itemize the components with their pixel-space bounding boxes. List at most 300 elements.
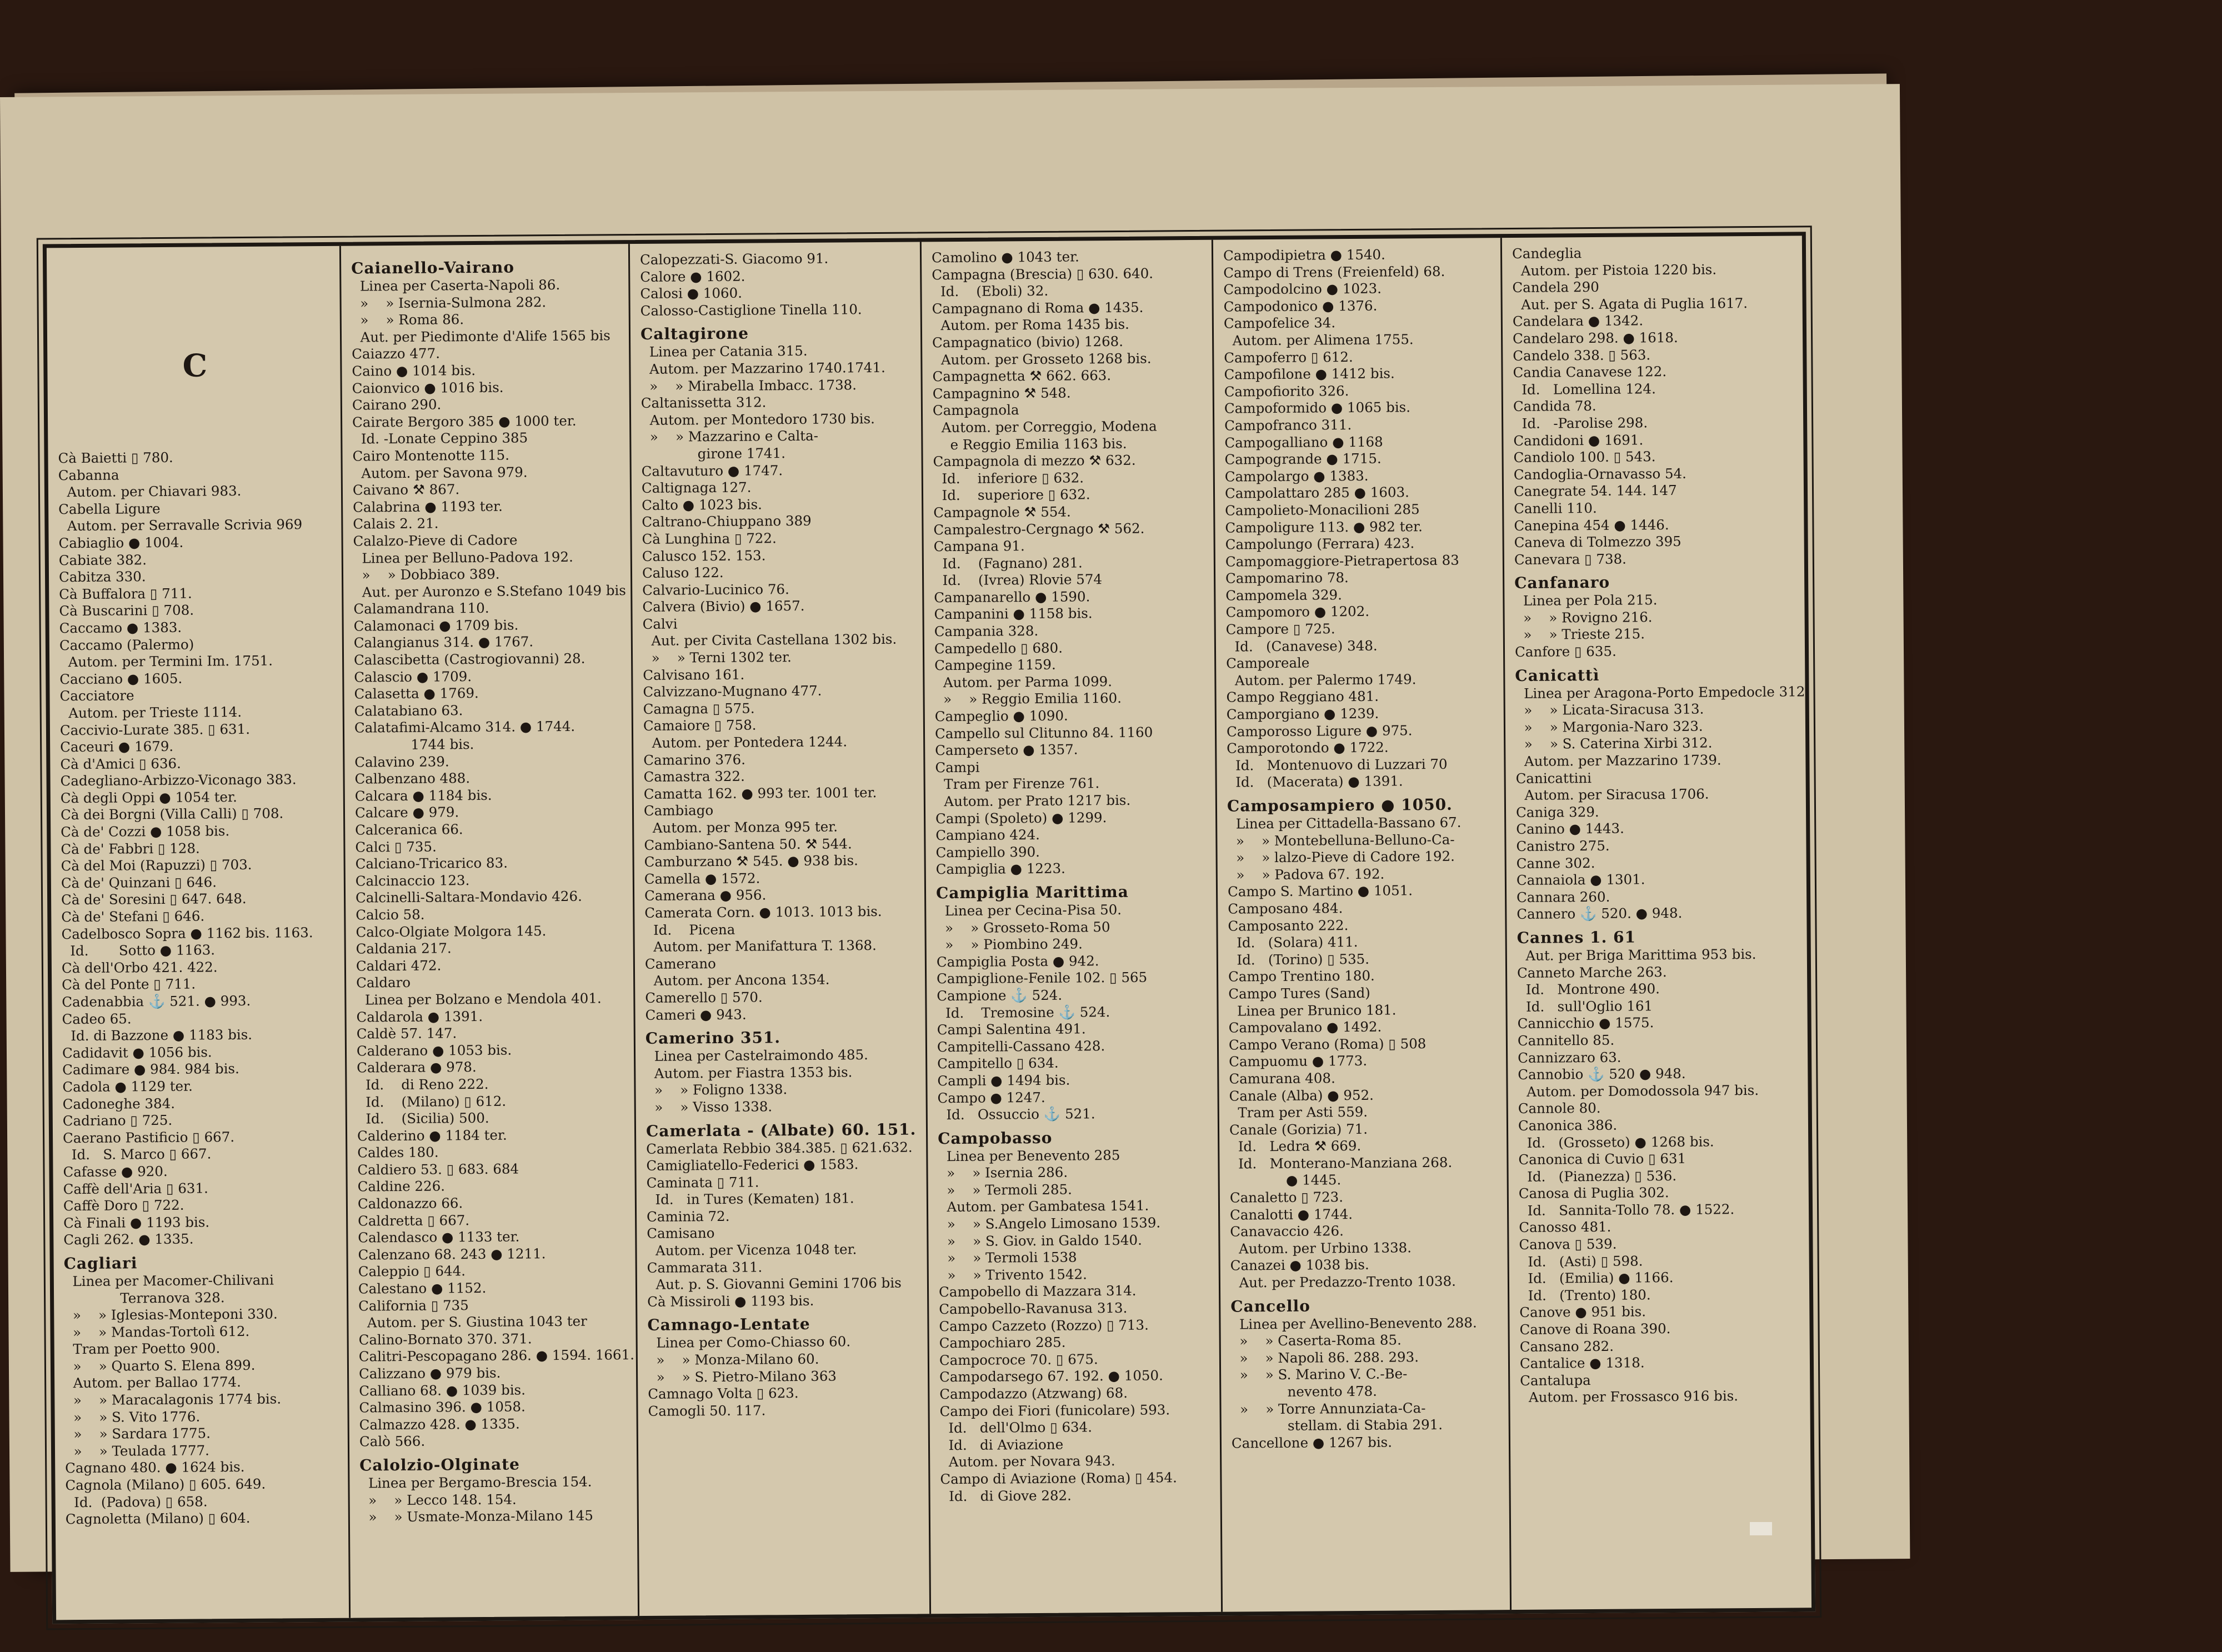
index-entry: Caluscо 152. 153. bbox=[642, 547, 766, 564]
index-entry: Caccivio-Lurate 385. ▯ 631. bbox=[59, 720, 251, 738]
index-entry: Campagnatico (bivio) 1268. bbox=[932, 333, 1124, 351]
index-entry: Campo dei Fiori (funicolare) 593. bbox=[939, 1401, 1170, 1419]
section-heading: Caltagirone bbox=[640, 324, 749, 344]
index-entry: Canaletto ▯ 723. bbox=[1229, 1189, 1344, 1206]
index-entry: Cà degli Oppi ● 1054 ter. bbox=[60, 788, 237, 807]
index-entry: Campoferro ▯ 612. bbox=[1224, 348, 1353, 366]
index-entry: Id. Lomellina 124. bbox=[1513, 380, 1656, 398]
index-entry: » » Teulada 1777. bbox=[64, 1442, 209, 1460]
index-entry: Camposanto 222. bbox=[1228, 917, 1349, 934]
index-entry: Autom. per Chiavari 983. bbox=[58, 483, 242, 500]
index-entry: Cannole 80. bbox=[1518, 1100, 1601, 1117]
index-entry: Canistro 275. bbox=[1516, 837, 1610, 854]
index-entry: » » Grosseto-Roma 50 bbox=[936, 918, 1110, 936]
index-entry: Id. Monterano-Manziana 268. bbox=[1229, 1154, 1453, 1172]
index-entry: Campogalliano ● 1168 bbox=[1224, 433, 1383, 451]
index-entry: Canneto Marche 263. bbox=[1517, 963, 1667, 981]
index-entry: Autom. per Ancona 1354. bbox=[645, 971, 830, 989]
index-entry: Calco-Olgiate Molgora 145. bbox=[356, 922, 547, 940]
index-entry: Cafasse ● 920. bbox=[63, 1163, 168, 1180]
index-entry: Campitelli-Cassano 428. bbox=[937, 1037, 1105, 1055]
index-entry: » » Mirabella Imbacc. 1738. bbox=[640, 376, 857, 394]
index-entry: Autom. per Pistoia 1220 bis. bbox=[1512, 261, 1717, 279]
section-heading: Cannes 1. 61 bbox=[1517, 928, 1637, 947]
index-entry: Calais 2. 21. bbox=[353, 515, 439, 532]
index-entry: Camporosso Ligure ● 975. bbox=[1226, 722, 1413, 740]
index-entry: Id. Sotto ● 1163. bbox=[61, 942, 216, 959]
index-entry: » » Termoli 285. bbox=[938, 1181, 1073, 1199]
index-entry: Cameri ● 943. bbox=[645, 1006, 747, 1023]
index-entry: » » Terni 1302 ter. bbox=[642, 649, 792, 667]
index-entry: Aut. per Predazzo-Trento 1038. bbox=[1230, 1273, 1457, 1291]
index-entry: Autom. per Correggio, Modena bbox=[933, 418, 1157, 436]
index-entry: Campanini ● 1158 bis. bbox=[934, 605, 1093, 623]
index-entry: Candelara ● 1342. bbox=[1512, 312, 1644, 330]
index-entry: Id. (Canavese) 348. bbox=[1225, 637, 1378, 655]
index-entry: Camporgiano ● 1239. bbox=[1226, 705, 1379, 723]
index-entry: » » Trieste 215. bbox=[1514, 625, 1645, 643]
index-entry: Campo Trentino 180. bbox=[1228, 968, 1375, 985]
index-entry: Calcara ● 1184 bis. bbox=[354, 787, 492, 804]
index-entry: Calbenzano 488. bbox=[354, 770, 471, 787]
index-entry: Camurana 408. bbox=[1229, 1070, 1335, 1087]
index-entry: Id. superiore ▯ 632. bbox=[933, 486, 1090, 504]
index-entry: Id. Montenuovo di Luzzari 70 bbox=[1227, 755, 1448, 774]
index-entry: Linea per Bolzano e Mendola 401. bbox=[356, 990, 602, 1008]
index-entry: Calore ● 1602. bbox=[640, 268, 745, 285]
index-entry: Caldes 180. bbox=[357, 1144, 439, 1161]
index-entry: Campoformido ● 1065 bis. bbox=[1224, 399, 1411, 417]
index-entry: Campo ● 1247. bbox=[937, 1089, 1045, 1106]
index-entry: Cadegliano-Arbizzo-Viconago 383. bbox=[60, 771, 297, 789]
index-entry: Cannobio ⚓ 520 ● 948. bbox=[1518, 1065, 1686, 1083]
letter-heading: C bbox=[182, 347, 208, 384]
index-entry: California ▯ 735 bbox=[358, 1296, 469, 1314]
index-entry: Campodipietra ● 1540. bbox=[1223, 246, 1385, 264]
index-entry: Autom. per Palermo 1749. bbox=[1226, 671, 1417, 689]
index-entry: Autom. per S. Giustina 1043 ter bbox=[358, 1313, 587, 1331]
index-entry: Cairo Montenotte 115. bbox=[352, 447, 510, 464]
index-entry: Autom. per Parma 1099. bbox=[934, 673, 1113, 691]
index-entry: Cadidavit ● 1056 bis. bbox=[62, 1044, 212, 1062]
index-entry: Candela 290 bbox=[1512, 279, 1599, 296]
index-entry: Caltavuturo ● 1747. bbox=[641, 462, 783, 479]
index-entry: » » Iglesias-Monteponi 330. bbox=[64, 1305, 278, 1324]
index-entry: Camerana ● 956. bbox=[644, 887, 767, 904]
index-entry: Canfore ▯ 635. bbox=[1514, 643, 1617, 660]
index-entry: Cannaiola ● 1301. bbox=[1516, 871, 1645, 889]
index-entry: Aut. per Briga Marittima 953 bis. bbox=[1517, 945, 1756, 964]
index-entry: » » lalzo-Pieve di Cadore 192. bbox=[1227, 848, 1455, 866]
index-entry: Camella ● 1572. bbox=[644, 870, 760, 887]
index-entry: Caluso 122. bbox=[642, 564, 724, 582]
index-entry: Autom. per Siracusa 1706. bbox=[1515, 785, 1709, 804]
index-entry: Autom. per Manifattura T. 1368. bbox=[644, 937, 877, 955]
index-entry: Caniga 329. bbox=[1515, 803, 1599, 820]
index-entry: Linea per Brunico 181. bbox=[1228, 1002, 1397, 1019]
index-entry: Cairano 290. bbox=[352, 396, 442, 413]
section-heading: Cagliari bbox=[63, 1254, 138, 1273]
index-entry: Id. (Eboli) 32. bbox=[932, 283, 1049, 300]
index-entry: Linea per Benevento 285 bbox=[938, 1147, 1120, 1164]
index-entry: Calatafimi-Alcamo 314. ● 1744. bbox=[354, 718, 575, 737]
index-entry: Cagnola (Milano) ▯ 605. 649. bbox=[65, 1475, 266, 1494]
index-entry: Caccamo (Palermo) bbox=[59, 636, 194, 653]
index-entry: » » Foligno 1338. bbox=[645, 1081, 788, 1099]
index-entry: Linea per Cecina-Pisa 50. bbox=[936, 901, 1122, 919]
index-entry: Calabrina ● 1193 ter. bbox=[353, 498, 503, 515]
index-entry: Campo Verano (Roma) ▯ 508 bbox=[1228, 1035, 1427, 1053]
index-entry: Cà de' Quinzani ▯ 646. bbox=[61, 874, 217, 892]
index-entry: Cannizzaro 63. bbox=[1518, 1049, 1622, 1066]
section-heading: Canicattì bbox=[1515, 665, 1600, 685]
index-entry: » » Monza-Milano 60. bbox=[647, 1350, 819, 1368]
index-entry: Caminia 72. bbox=[646, 1208, 730, 1225]
index-entry: » » Usmate-Monza-Milano 145 bbox=[359, 1507, 593, 1525]
index-entry: Canalotti ● 1744. bbox=[1229, 1205, 1353, 1223]
index-entry: Id. (Milano) ▯ 612. bbox=[357, 1093, 507, 1110]
index-entry: Id. di Giove 282. bbox=[940, 1487, 1072, 1504]
index-entry: Canove di Roana 390. bbox=[1519, 1320, 1671, 1338]
index-entry: Canino ● 1443. bbox=[1516, 820, 1624, 838]
index-entry: Cambiago bbox=[643, 802, 714, 819]
index-entry: Caino ● 1014 bis. bbox=[352, 362, 476, 379]
index-entry: Id. di Bazzone ● 1183 bis. bbox=[62, 1027, 253, 1044]
index-entry: Autom. per Trieste 1114. bbox=[59, 703, 242, 722]
index-entry: Caldine 226. bbox=[357, 1178, 446, 1195]
index-entry: Canazei ● 1038 bis. bbox=[1230, 1256, 1369, 1274]
index-entry: Calascio ● 1709. bbox=[354, 668, 472, 685]
index-entry: Calvi bbox=[642, 615, 678, 632]
index-entry: » » S. Giov. in Galdo 1540. bbox=[938, 1232, 1142, 1249]
index-entry: Candelo 338. ▯ 563. bbox=[1513, 346, 1651, 364]
index-entry: Autom. per Vicenza 1048 ter. bbox=[647, 1241, 857, 1259]
index-entry: Caffè Doro ▯ 722. bbox=[63, 1197, 184, 1214]
section-heading: Calolzio-Olginate bbox=[359, 1455, 521, 1475]
index-entry: Caleppio ▯ 644. bbox=[358, 1263, 466, 1280]
index-entry: Campedello ▯ 680. bbox=[934, 639, 1063, 657]
index-entry: Campo S. Martino ● 1051. bbox=[1227, 882, 1413, 900]
index-entry: » » Licata-Siracusa 313. bbox=[1515, 700, 1704, 719]
index-entry: Candiolo 100. ▯ 543. bbox=[1513, 448, 1656, 466]
index-entry: Calcinaccio 123. bbox=[355, 872, 470, 889]
index-entry: Calizzano ● 979 bis. bbox=[358, 1364, 501, 1382]
index-entry: Aut. per Auronzo e S.Stefano 1049 bis bbox=[353, 582, 626, 600]
index-entry: Id. (Fagnano) 281. bbox=[933, 554, 1083, 572]
index-entry: » » Visso 1338. bbox=[645, 1098, 773, 1115]
index-entry: Terranova 328. bbox=[63, 1289, 225, 1306]
index-entry: Cà Lunghina ▯ 722. bbox=[642, 530, 777, 547]
column-1 bbox=[47, 246, 351, 1620]
index-entry: Cà Buscarini ▯ 708. bbox=[59, 602, 194, 619]
index-entry: Calascibetta (Castrogiovanni) 28. bbox=[353, 650, 585, 668]
index-entry: Camisano bbox=[647, 1225, 715, 1242]
index-entry: Cadelbosco Sopra ● 1162 bis. 1163. bbox=[61, 924, 313, 942]
column-4 bbox=[922, 240, 1223, 1614]
index-entry: Caivano ⚒ 867. bbox=[352, 481, 460, 498]
index-entry: Calendasco ● 1133 ter. bbox=[358, 1228, 520, 1246]
index-entry: Calcare ● 979. bbox=[354, 804, 459, 821]
index-entry: Id. (Emilia) ● 1166. bbox=[1519, 1269, 1674, 1287]
index-entry: » » Caserta-Roma 85. bbox=[1230, 1331, 1402, 1349]
index-entry: Camarino 376. bbox=[643, 751, 746, 768]
index-entry: Campolieto-Monacilioni 285 bbox=[1225, 501, 1420, 519]
index-entry: Campodonico ● 1376. bbox=[1223, 297, 1378, 315]
index-entry: Campochiaro 285. bbox=[939, 1334, 1066, 1351]
index-entry: » » S. Caterina Xirbi 312. bbox=[1515, 734, 1713, 753]
index-entry: Campo Tures (Sand) bbox=[1228, 984, 1370, 1002]
index-entry: Linea per Bergamo-Brescia 154. bbox=[359, 1473, 592, 1491]
directory-page bbox=[0, 84, 1910, 1572]
index-entry: Canova ▯ 539. bbox=[1519, 1235, 1617, 1253]
index-entry: Campagnole ⚒ 554. bbox=[933, 503, 1071, 521]
index-entry: 1744 bis. bbox=[354, 736, 474, 753]
index-entry: Calci ▯ 735. bbox=[355, 838, 437, 855]
index-entry: » » Mazzarino e Calta- bbox=[641, 428, 819, 445]
index-entry: Camerlata Rebbio 384.385. ▯ 621.632. bbox=[646, 1139, 913, 1157]
index-entry: Autom. per Serravalle Scrivia 969 bbox=[58, 516, 303, 534]
index-entry: Camerello ▯ 570. bbox=[645, 989, 763, 1006]
index-entry: Autom. per Frossasco 916 bis. bbox=[1520, 1388, 1739, 1406]
index-entry: » » Rovigno 216. bbox=[1514, 609, 1653, 626]
index-entry: Campofelice 34. bbox=[1223, 314, 1336, 332]
index-entry: Caiazzo 477. bbox=[352, 345, 441, 362]
index-entry: Autom. per Montedoro 1730 bis. bbox=[640, 410, 875, 428]
index-entry: Cadriano ▯ 725. bbox=[62, 1112, 173, 1129]
index-entry: Canelli 110. bbox=[1514, 499, 1597, 517]
index-entry: Autom. per Pontedera 1244. bbox=[643, 733, 848, 751]
index-entry: Autom. per Gambatesa 1541. bbox=[938, 1198, 1149, 1215]
index-entry: Camperseto ● 1357. bbox=[935, 741, 1078, 759]
page-corner-tab bbox=[1750, 1522, 1772, 1535]
index-entry: Calò 566. bbox=[359, 1433, 426, 1450]
index-entry: Campeglio ● 1090. bbox=[934, 707, 1068, 725]
section-heading: Cancello bbox=[1230, 1296, 1310, 1316]
index-entry: Campomela 329. bbox=[1225, 587, 1342, 604]
index-entry: Candeglia bbox=[1512, 245, 1582, 262]
index-entry: Id. (Asti) ▯ 598. bbox=[1519, 1253, 1643, 1270]
index-entry: Candida 78. bbox=[1513, 398, 1597, 415]
index-entry: Camnago Volta ▯ 623. bbox=[648, 1385, 799, 1403]
index-entry: Campolattaro 285 ● 1603. bbox=[1224, 484, 1410, 502]
index-entry: Candoglia-Ornavasso 54. bbox=[1513, 465, 1686, 483]
index-entry: Cancellone ● 1267 bis. bbox=[1231, 1434, 1393, 1451]
index-entry: Autom. per Roma 1435 bis. bbox=[932, 316, 1129, 334]
index-entry: Calceranica 66. bbox=[355, 821, 463, 838]
index-entry: Autom. per Grosseto 1268 bis. bbox=[932, 350, 1152, 368]
index-entry: Canepina 454 ● 1446. bbox=[1514, 516, 1669, 534]
index-entry: Camburzano ⚒ 545. ● 938 bis. bbox=[644, 852, 859, 870]
index-entry: Id. -Parolise 298. bbox=[1513, 414, 1648, 432]
index-entry: Campagnino ⚒ 548. bbox=[932, 384, 1071, 402]
index-entry: Aut. per Piedimonte d'Alife 1565 bis bbox=[351, 327, 610, 346]
index-entry: Cadimare ● 984. 984 bis. bbox=[62, 1060, 239, 1078]
index-entry: Id. (Sicilia) 500. bbox=[357, 1109, 489, 1127]
index-entry: Calvario-Lucinico 76. bbox=[642, 580, 789, 598]
index-entry: Cà Missiroli ● 1193 bis. bbox=[647, 1292, 814, 1310]
index-entry: » » Margonia-Naro 323. bbox=[1515, 718, 1703, 735]
index-entry: Campodarsego 67. 192. ● 1050. bbox=[939, 1367, 1163, 1385]
index-entry: Id. (Solara) 411. bbox=[1228, 934, 1358, 951]
index-entry: Campo di Aviazione (Roma) ▯ 454. bbox=[940, 1469, 1177, 1488]
index-entry: Id. in Tures (Kematen) 181. bbox=[646, 1190, 854, 1208]
index-entry: Calino-Bornato 370. 371. bbox=[358, 1330, 532, 1348]
index-entry: Id. (Macerata) ● 1391. bbox=[1227, 773, 1403, 791]
column-3 bbox=[630, 242, 931, 1616]
index-entry: Caldania 217. bbox=[356, 940, 452, 957]
index-entry: Campiglione-Fenile 102. ▯ 565 bbox=[937, 969, 1148, 987]
index-entry: Autom. per Domodossola 947 bis. bbox=[1518, 1082, 1759, 1100]
index-entry: Cabiate 382. bbox=[58, 551, 147, 568]
index-entry: Caffè dell'Aria ▯ 631. bbox=[63, 1179, 208, 1197]
section-heading: Camnago-Lentate bbox=[647, 1315, 810, 1335]
index-entry: Camogli 50. 117. bbox=[648, 1402, 766, 1419]
index-entry: Id. sull'Oglio 161 bbox=[1517, 998, 1653, 1015]
section-heading: Caianello-Vairano bbox=[351, 258, 515, 278]
index-entry: Cannara 260. bbox=[1517, 888, 1610, 905]
index-entry: Aut. p. S. Giovanni Gemini 1706 bis bbox=[647, 1274, 902, 1293]
index-entry: » » Roma 86. bbox=[351, 311, 464, 328]
index-entry: Cannitello 85. bbox=[1517, 1032, 1615, 1049]
index-entry: Calamandrana 110. bbox=[353, 600, 489, 617]
index-entry: Cambiano-Santena 50. ⚒ 544. bbox=[644, 835, 852, 853]
index-entry: Campolargo ● 1383. bbox=[1224, 467, 1369, 485]
index-entry: Cairate Bergoro 385 ● 1000 ter. bbox=[352, 412, 577, 430]
index-entry: Caltrano-Chiuppano 389 bbox=[642, 513, 812, 530]
section-heading: Canfanaro bbox=[1514, 573, 1610, 593]
index-entry: » » Padova 67. 192. bbox=[1227, 865, 1385, 883]
index-entry: Camerata Corn. ● 1013. 1013 bis. bbox=[644, 903, 882, 921]
index-entry: Cà de' Fabbri ▯ 128. bbox=[61, 840, 200, 857]
index-entry: » » S. Marino V. C.-Be- bbox=[1231, 1365, 1408, 1383]
index-entry: Id. (Grosseto) ● 1268 bis. bbox=[1518, 1133, 1714, 1151]
index-entry: Candelaro 298. ● 1618. bbox=[1512, 329, 1678, 347]
index-entry: Calvizzano-Mugnano 477. bbox=[643, 682, 822, 700]
index-entry: Id. (Padova) ▯ 658. bbox=[65, 1493, 208, 1510]
index-entry: Cadoneghe 384. bbox=[62, 1095, 176, 1112]
index-entry: Cammarata 311. bbox=[647, 1259, 763, 1276]
index-entry: Linea per Macomer-Chilivani bbox=[63, 1271, 274, 1290]
index-entry: Campobello-Ravanusa 313. bbox=[939, 1299, 1128, 1318]
index-entry: Camerano bbox=[644, 955, 716, 972]
index-entry: Campomaggiore-Pietrapertosa 83 bbox=[1225, 552, 1459, 570]
index-entry: Linea per Pola 215. bbox=[1514, 592, 1658, 609]
index-entry: Canne 302. bbox=[1516, 854, 1595, 872]
index-entry: Calto ● 1023 bis. bbox=[642, 496, 763, 513]
index-entry: Cà dell'Orbo 421. 422. bbox=[61, 959, 218, 977]
index-entry: » » Dobbiaco 389. bbox=[353, 565, 500, 583]
index-entry: Cadenabbia ⚓ 521. ● 993. bbox=[62, 992, 251, 1010]
index-entry: Campodolcino ● 1023. bbox=[1223, 280, 1382, 298]
index-entry: Canale (Alba) ● 952. bbox=[1229, 1087, 1374, 1104]
index-entry: Linea per Castelraimondo 485. bbox=[645, 1047, 869, 1065]
index-entry: » » Trivento 1542. bbox=[938, 1266, 1087, 1284]
index-entry: Linea per Cittadella-Bassano 67. bbox=[1227, 814, 1462, 832]
index-entry: Canonica 386. bbox=[1518, 1117, 1618, 1134]
index-entry: Calangianus 314. ● 1767. bbox=[353, 633, 534, 652]
index-entry: » » Piombino 249. bbox=[936, 935, 1083, 953]
index-entry: Linea per Aragona-Porto Empedocle 312 bbox=[1515, 683, 1805, 702]
index-entry: Id. Ossuccio ⚓ 521. bbox=[937, 1105, 1095, 1123]
index-entry: Cantalice ● 1318. bbox=[1519, 1354, 1645, 1372]
index-entry: Linea per Catania 315. bbox=[640, 343, 808, 361]
index-entry: Calciano-Tricarico 83. bbox=[355, 854, 508, 872]
index-entry: Cacciatore bbox=[59, 687, 134, 704]
index-entry: Cà de' Cozzi ● 1058 bis. bbox=[61, 823, 230, 840]
index-entry: Calvera (Bivio) ● 1657. bbox=[642, 598, 805, 615]
index-entry: Campiano 424. bbox=[935, 827, 1040, 844]
index-entry: Campore ▯ 725. bbox=[1225, 620, 1335, 638]
index-entry: Autom. per Novara 943. bbox=[940, 1453, 1115, 1470]
index-entry: Caerano Pastificio ▯ 667. bbox=[62, 1128, 235, 1147]
index-entry: Calosi ● 1060. bbox=[640, 284, 743, 302]
index-entry: Calenzano 68. 243 ● 1211. bbox=[358, 1245, 546, 1263]
index-entry: Campomarino 78. bbox=[1225, 569, 1349, 587]
index-entry: Cà de' Stefani ▯ 646. bbox=[61, 908, 205, 925]
index-entry: Camposano 484. bbox=[1228, 900, 1343, 917]
index-entry: Campolungo (Ferrara) 423. bbox=[1225, 535, 1415, 553]
index-entry: Id. dell'Olmo ▯ 634. bbox=[939, 1419, 1093, 1436]
index-entry: Campello sul Clitunno 84. 1160 bbox=[934, 724, 1153, 742]
index-entry: Campania 328. bbox=[934, 623, 1039, 640]
section-heading: Campobasso bbox=[938, 1128, 1053, 1148]
index-entry: Calmasino 396. ● 1058. bbox=[359, 1398, 526, 1416]
index-entry: Campegine 1159. bbox=[934, 657, 1056, 674]
index-entry: Tram per Asti 559. bbox=[1229, 1103, 1368, 1121]
index-entry: Cabanna bbox=[58, 467, 119, 483]
index-entry: Campi (Spoleto) ● 1299. bbox=[935, 809, 1107, 827]
index-entry: Caldarola ● 1391. bbox=[356, 1008, 483, 1025]
index-entry: Campi Salentina 491. bbox=[937, 1020, 1086, 1038]
index-entry: » » Quarto S. Elena 899. bbox=[64, 1356, 256, 1375]
index-entry: Id. Ledra ⚒ 669. bbox=[1229, 1138, 1362, 1155]
index-entry: Campovalano ● 1492. bbox=[1228, 1018, 1382, 1036]
index-entry: Cabiaglio ● 1004. bbox=[58, 534, 184, 552]
index-entry: Campione ⚓ 524. bbox=[937, 987, 1063, 1004]
index-entry: Campiello 390. bbox=[935, 843, 1040, 861]
index-entry: Id. (Torino) ▯ 535. bbox=[1228, 950, 1370, 968]
index-entry: Campodazzo (Atzwang) 68. bbox=[939, 1384, 1128, 1403]
index-entry: Canicattini bbox=[1515, 769, 1592, 787]
index-frame bbox=[43, 232, 1815, 1624]
index-entry: Candidoni ● 1691. bbox=[1513, 431, 1644, 449]
index-entry: Id. (Pianezza) ▯ 536. bbox=[1518, 1167, 1677, 1185]
index-entry: » » Mandas-Tortolì 612. bbox=[64, 1323, 250, 1340]
index-entry: Cagnoletta (Milano) ▯ 604. bbox=[65, 1510, 251, 1528]
index-entry: Calcio 58. bbox=[356, 906, 425, 923]
index-entry: Campuomu ● 1773. bbox=[1229, 1053, 1368, 1070]
index-entry: Autom. per Termini Im. 1751. bbox=[59, 652, 273, 670]
index-entry: Canevara ▯ 738. bbox=[1514, 550, 1627, 568]
index-entry: Linea per Avellino-Benevento 288. bbox=[1230, 1314, 1477, 1333]
index-entry: » » Reggio Emilia 1160. bbox=[934, 690, 1122, 708]
index-entry: Id. Tremosine ⚓ 524. bbox=[937, 1003, 1110, 1021]
index-entry: Caccamo ● 1383. bbox=[59, 619, 182, 637]
index-entry: Id. di Reno 222. bbox=[357, 1075, 489, 1093]
index-entry: » » Isernia-Sulmona 282. bbox=[351, 293, 547, 312]
index-entry: Canove ● 951 bis. bbox=[1519, 1303, 1647, 1321]
index-entry: Autom. per Savona 979. bbox=[352, 463, 528, 482]
index-entry: Autom. per Alimena 1755. bbox=[1224, 331, 1414, 349]
index-entry: Cagnano 480. ● 1624 bis. bbox=[65, 1459, 245, 1476]
index-entry: Calasetta ● 1769. bbox=[354, 685, 479, 702]
index-entry: Cannicchio ● 1575. bbox=[1517, 1014, 1654, 1032]
index-entry: Linea per Como-Chiasso 60. bbox=[647, 1333, 851, 1351]
index-entry: Id. inferiore ▯ 632. bbox=[933, 469, 1084, 487]
index-entry: Campogrande ● 1715. bbox=[1224, 450, 1382, 468]
column-5 bbox=[1213, 238, 1512, 1612]
index-entry: » » Maracalagonis 1774 bis. bbox=[64, 1390, 282, 1409]
